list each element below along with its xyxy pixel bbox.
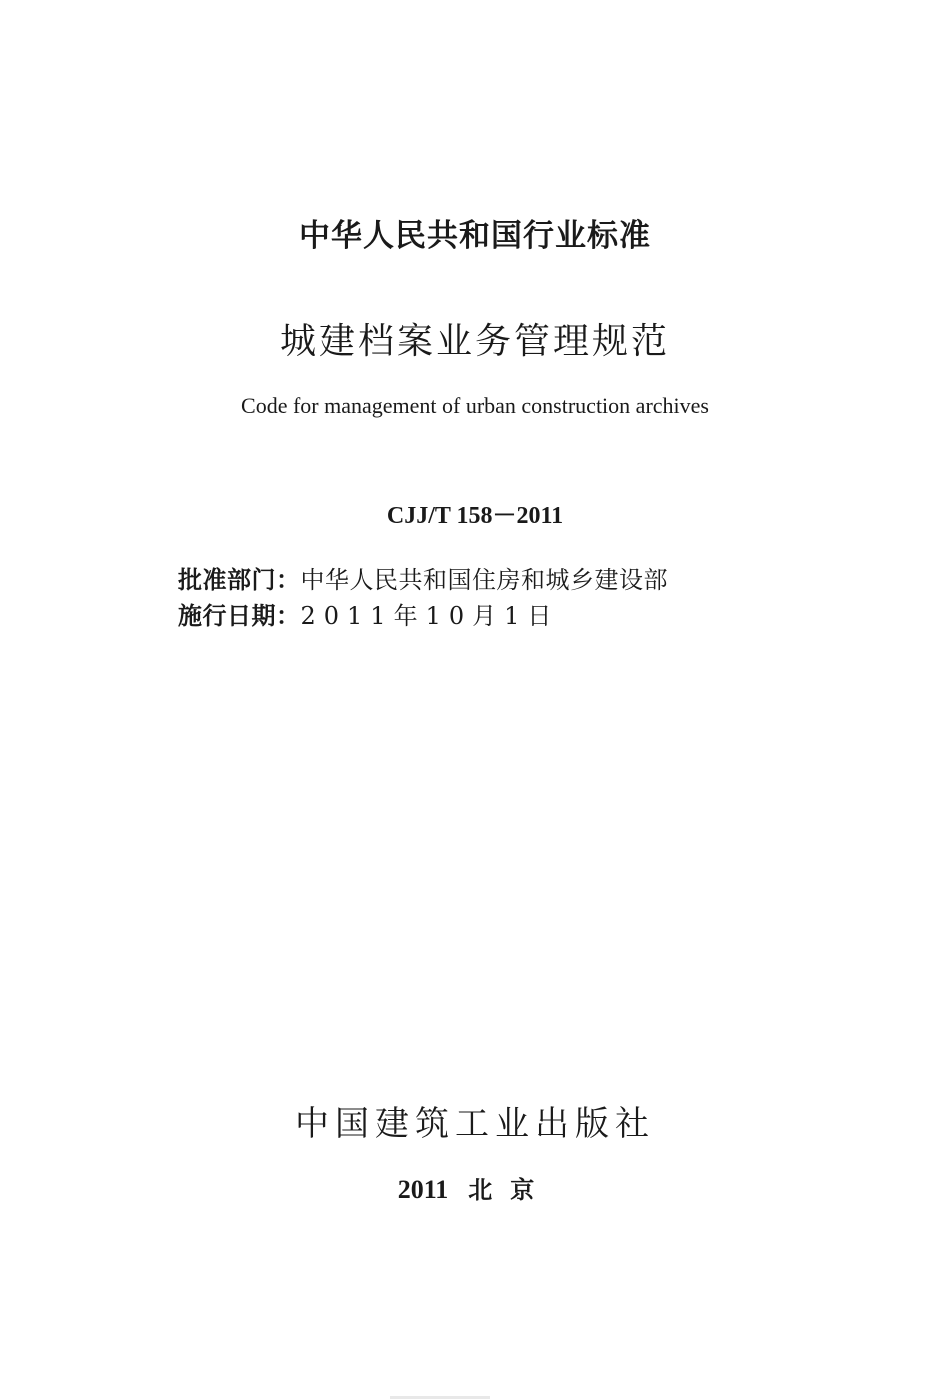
document-title-chinese: 城建档案业务管理规范	[279, 321, 670, 362]
imprint	[0, 1170, 950, 1205]
approval-info	[178, 562, 668, 634]
effective-date-row	[178, 598, 668, 634]
approval-department-row	[178, 562, 668, 598]
imprint-year: 2011	[397, 1175, 449, 1204]
imprint-city: 北京	[468, 1176, 553, 1204]
approval-department-label: 批准部门：	[178, 566, 301, 594]
standard-code: CJJ/T 158－2011	[386, 503, 564, 529]
approval-department-value: 中华人民共和国住房和城乡建设部	[300, 566, 668, 594]
publisher-name: 中国建筑工业出版社	[295, 1104, 655, 1144]
document-title-english: Code for management of urban construction archives	[241, 393, 709, 418]
effective-date-label: 施行日期：	[178, 602, 301, 630]
standard-type-heading: 中华人民共和国行业标准	[299, 218, 651, 254]
effective-date-value: 2011年10月1日	[300, 602, 560, 630]
